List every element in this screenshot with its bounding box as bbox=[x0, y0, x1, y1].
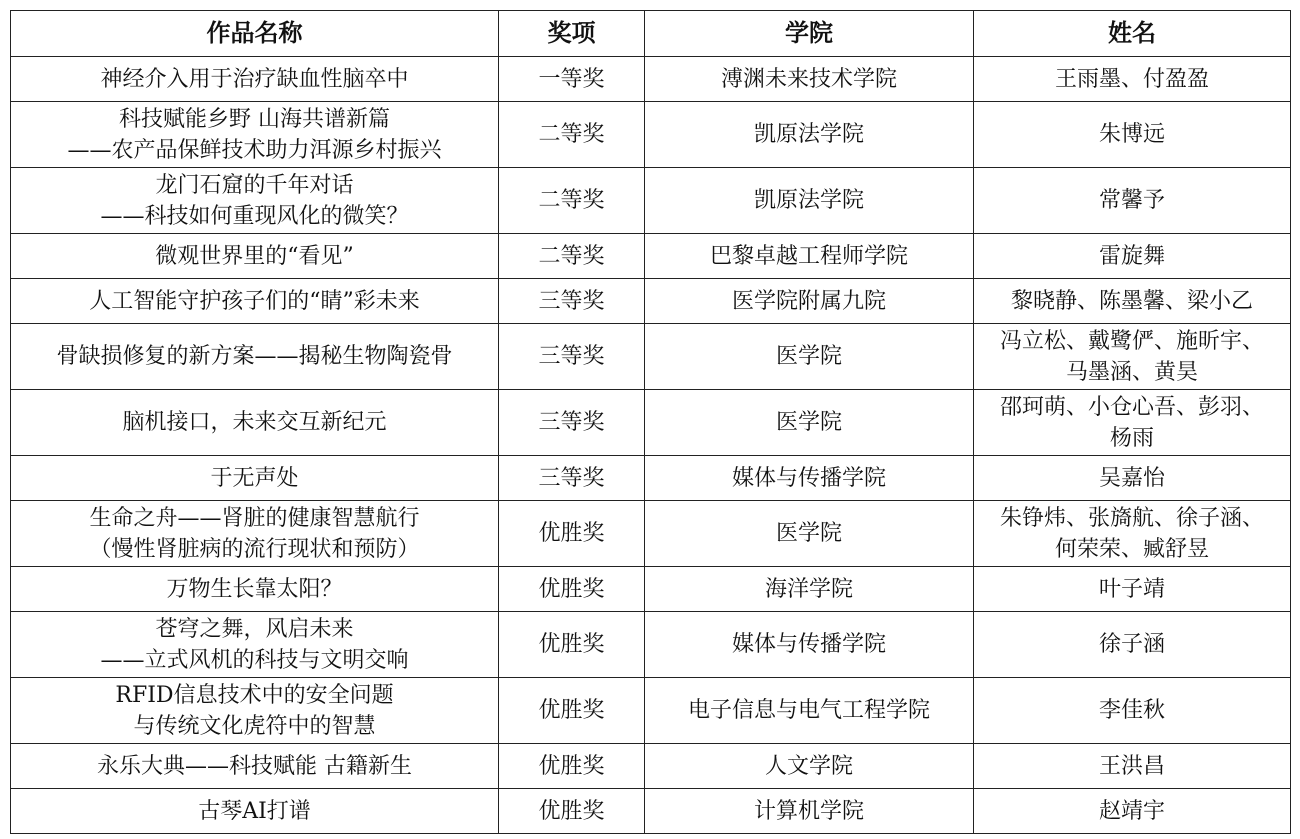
table-row bbox=[11, 324, 1291, 390]
cell-award: 二等奖 bbox=[499, 168, 645, 234]
cell-names bbox=[974, 102, 1291, 168]
cell-college: 人文学院 bbox=[645, 744, 974, 789]
cell-work-title-line: 苍穹之舞，风启未来 bbox=[155, 616, 354, 642]
cell-college: 媒体与传播学院 bbox=[645, 456, 974, 501]
cell-award: 三等奖 bbox=[499, 390, 645, 456]
cell-work-title-line: 生命之舟——肾脏的健康智慧航行 bbox=[89, 505, 420, 531]
cell-names bbox=[974, 567, 1291, 612]
cell-work-title-line: （慢性肾脏病的流行现状和预防） bbox=[89, 536, 420, 562]
cell-work-title-line: 于无声处 bbox=[210, 465, 299, 491]
cell-award: 二等奖 bbox=[499, 102, 645, 168]
cell-names bbox=[974, 324, 1291, 390]
cell-work-title bbox=[11, 501, 499, 567]
cell-work-title-line: 脑机接口，未来交互新纪元 bbox=[122, 410, 387, 435]
header-row bbox=[11, 11, 1291, 57]
table-row bbox=[11, 279, 1291, 324]
cell-award: 三等奖 bbox=[499, 456, 645, 501]
table-row bbox=[11, 744, 1291, 789]
table-row bbox=[11, 789, 1291, 834]
cell-work-title bbox=[11, 612, 499, 678]
header-work-title: 作品名称 bbox=[11, 11, 499, 57]
table-body bbox=[11, 57, 1291, 834]
table-row bbox=[11, 456, 1291, 501]
cell-names-line: 杨雨 bbox=[1109, 425, 1154, 451]
cell-work-title bbox=[11, 57, 499, 102]
cell-names bbox=[974, 234, 1291, 279]
cell-names-line: 马墨涵、黄昊 bbox=[1065, 359, 1198, 385]
cell-names-line: 冯立松、戴鹭俨、施昕宇、 bbox=[999, 328, 1264, 354]
cell-work-title-line: 龙门石窟的千年对话 bbox=[155, 172, 354, 198]
cell-names bbox=[974, 57, 1291, 102]
cell-work-title-line: 骨缺损修复的新方案——揭秘生物陶瓷骨 bbox=[56, 344, 453, 369]
cell-work-title-line: 神经介入用于治疗缺血性脑卒中 bbox=[100, 66, 409, 92]
cell-work-title bbox=[11, 678, 499, 744]
cell-work-title bbox=[11, 744, 499, 789]
cell-college: 医学院 bbox=[645, 390, 974, 456]
cell-award: 优胜奖 bbox=[499, 744, 645, 789]
cell-names bbox=[974, 279, 1291, 324]
cell-names-line: 朱铮炜、张旖航、徐子涵、 bbox=[999, 505, 1264, 531]
cell-work-title bbox=[11, 390, 499, 456]
cell-names bbox=[974, 390, 1291, 456]
cell-names bbox=[974, 678, 1291, 744]
cell-award: 优胜奖 bbox=[499, 612, 645, 678]
cell-work-title bbox=[11, 456, 499, 501]
cell-college: 凯原法学院 bbox=[645, 168, 974, 234]
cell-work-title-line: ——科技如何重现风化的微笑？ bbox=[100, 203, 409, 229]
cell-work-title-line: 与传统文化虎符中的智慧 bbox=[133, 713, 376, 739]
cell-names-line: 赵靖宇 bbox=[1098, 798, 1165, 824]
header-college: 学院 bbox=[645, 11, 974, 57]
cell-work-title bbox=[11, 279, 499, 324]
cell-names-line: 李佳秋 bbox=[1098, 698, 1165, 723]
cell-work-title-line: 万物生长靠太阳？ bbox=[166, 576, 343, 602]
table-row bbox=[11, 390, 1291, 456]
cell-work-title-line: 古琴AI打谱 bbox=[198, 798, 311, 824]
cell-college: 电子信息与电气工程学院 bbox=[645, 678, 974, 744]
cell-work-title bbox=[11, 567, 499, 612]
cell-names-line: 徐子涵 bbox=[1098, 632, 1165, 657]
cell-college: 医学院附属九院 bbox=[645, 279, 974, 324]
table-row bbox=[11, 102, 1291, 168]
table-row bbox=[11, 168, 1291, 234]
cell-names-line: 何荣荣、臧舒昱 bbox=[1054, 536, 1209, 562]
cell-names bbox=[974, 168, 1291, 234]
cell-award: 优胜奖 bbox=[499, 567, 645, 612]
awards-table bbox=[10, 10, 1291, 834]
cell-names-line: 雷旋舞 bbox=[1098, 243, 1165, 269]
cell-college: 医学院 bbox=[645, 501, 974, 567]
cell-work-title bbox=[11, 324, 499, 390]
cell-names-line: 常馨予 bbox=[1098, 188, 1165, 213]
cell-award: 优胜奖 bbox=[499, 501, 645, 567]
cell-award: 三等奖 bbox=[499, 324, 645, 390]
header-award: 奖项 bbox=[499, 11, 645, 57]
table-row bbox=[11, 57, 1291, 102]
cell-award: 二等奖 bbox=[499, 234, 645, 279]
cell-work-title-line: ——立式风机的科技与文明交响 bbox=[100, 647, 409, 673]
table-row bbox=[11, 567, 1291, 612]
cell-work-title-line: 永乐大典——科技赋能 古籍新生 bbox=[97, 753, 412, 779]
cell-work-title-line: 微观世界里的“看见” bbox=[155, 243, 354, 269]
cell-award: 一等奖 bbox=[499, 57, 645, 102]
table-row bbox=[11, 612, 1291, 678]
cell-college: 海洋学院 bbox=[645, 567, 974, 612]
cell-college: 溥渊未来技术学院 bbox=[645, 57, 974, 102]
cell-names-line: 吴嘉怡 bbox=[1098, 465, 1165, 491]
cell-names-line: 邵珂萌、小仓心吾、彭羽、 bbox=[999, 394, 1264, 420]
cell-work-title bbox=[11, 234, 499, 279]
cell-college: 凯原法学院 bbox=[645, 102, 974, 168]
cell-work-title-line: 人工智能守护孩子们的“睛”彩未来 bbox=[89, 288, 420, 314]
cell-college: 媒体与传播学院 bbox=[645, 612, 974, 678]
cell-award: 优胜奖 bbox=[499, 678, 645, 744]
cell-work-title bbox=[11, 789, 499, 834]
cell-college: 巴黎卓越工程师学院 bbox=[645, 234, 974, 279]
cell-work-title bbox=[11, 102, 499, 168]
cell-names bbox=[974, 456, 1291, 501]
cell-names bbox=[974, 501, 1291, 567]
cell-award: 优胜奖 bbox=[499, 789, 645, 834]
cell-college: 计算机学院 bbox=[645, 789, 974, 834]
cell-work-title-line: ——农产品保鲜技术助力洱源乡村振兴 bbox=[67, 137, 442, 163]
cell-names-line: 黎晓静、陈墨馨、梁小乙 bbox=[1010, 288, 1253, 314]
cell-names bbox=[974, 744, 1291, 789]
cell-names-line: 叶子靖 bbox=[1098, 576, 1165, 602]
cell-work-title bbox=[11, 168, 499, 234]
header-names: 姓名 bbox=[974, 11, 1291, 57]
table-row bbox=[11, 678, 1291, 744]
cell-names bbox=[974, 789, 1291, 834]
cell-names bbox=[974, 612, 1291, 678]
cell-award: 三等奖 bbox=[499, 279, 645, 324]
cell-work-title-line: RFID信息技术中的安全问题 bbox=[115, 682, 394, 708]
table-row bbox=[11, 501, 1291, 567]
cell-college: 医学院 bbox=[645, 324, 974, 390]
cell-work-title-line: 科技赋能乡野 山海共谱新篇 bbox=[119, 106, 390, 132]
cell-names-line: 王雨墨、付盈盈 bbox=[1054, 66, 1209, 92]
cell-names-line: 朱博远 bbox=[1098, 122, 1165, 147]
table-row bbox=[11, 234, 1291, 279]
cell-names-line: 王洪昌 bbox=[1098, 753, 1165, 779]
